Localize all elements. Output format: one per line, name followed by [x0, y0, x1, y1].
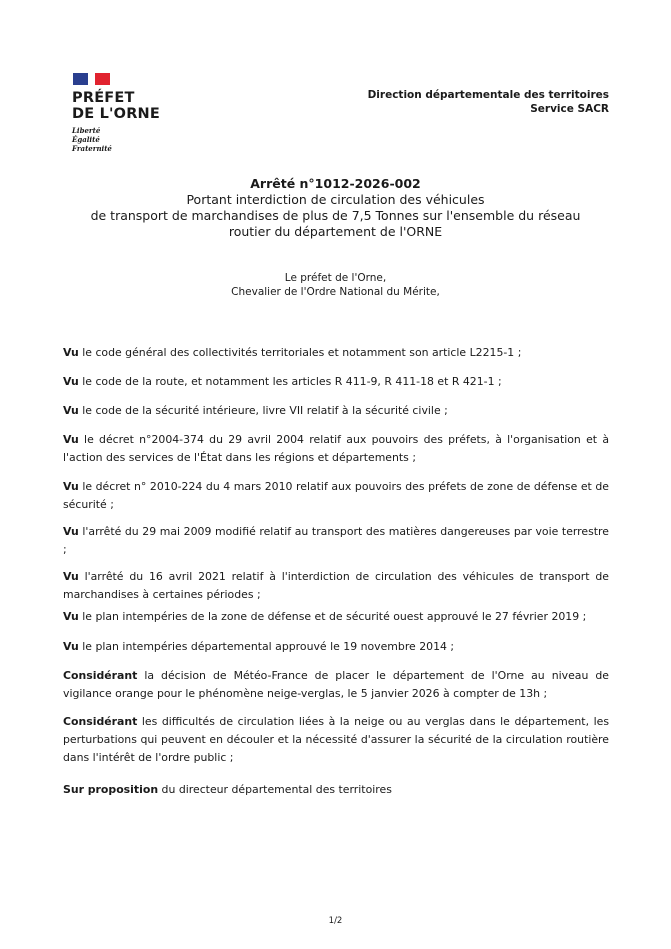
- clause: [63, 344, 609, 362]
- republic-flag-logo: [73, 73, 110, 85]
- page-number: 1/2: [328, 916, 343, 926]
- clause: [63, 667, 609, 703]
- decree-subject-line: routier du département de l'ORNE: [228, 224, 443, 239]
- clause-lead: Vu: [63, 346, 79, 359]
- clause-text: le plan intempéries départemental approuvé le 19 novembre 2014 ;: [78, 640, 455, 653]
- clause: [63, 638, 609, 656]
- clause-text: le code général des collectivités territoriales et notamment son article L2215-1 ;: [78, 346, 522, 359]
- decree-number: Arrêté n°1012-2026-002: [250, 176, 421, 191]
- clause: [63, 478, 609, 514]
- clause-text: les difficultés de circulation liées à la neige ou au verglas dans le département, les perturbations qui peuvent en découler et la nécessité d'assurer la sécurité de la circulation routière dans l'intérêt de l'ordre public ;: [63, 715, 609, 764]
- clause-lead: Considérant: [63, 715, 138, 728]
- clause-lead: Vu: [63, 404, 79, 417]
- clause: [63, 431, 609, 467]
- clause: [63, 402, 609, 420]
- clause-lead: Vu: [63, 570, 79, 583]
- clause-lead: Vu: [63, 640, 79, 653]
- clause-lead: Considérant: [63, 669, 138, 682]
- clause-lead: Vu: [63, 525, 79, 538]
- clause: [63, 608, 609, 626]
- clause-text: la décision de Météo-France de placer le département de l'Orne au niveau de vigilance orange pour le phénomène neige-verglas, le 5 janvier 2026 à compter de 13h ;: [63, 669, 609, 700]
- clause: [63, 523, 609, 559]
- decree-subject-line: Portant interdiction de circulation des véhicules: [186, 192, 485, 207]
- clause-lead: Vu: [63, 433, 79, 446]
- clause-text: le décret n°2004-374 du 29 avril 2004 relatif aux pouvoirs des préfets, à l'organisation et à l'action des services de l'État dans les régions et départements ;: [63, 433, 609, 464]
- preamble-line: Chevalier de l'Ordre National du Mérite,: [231, 286, 440, 298]
- clause-lead: Vu: [63, 480, 79, 493]
- decree-title: [60, 176, 611, 240]
- clause-lead: Vu: [63, 610, 79, 623]
- clause-text: le code de la sécurité intérieure, livre VII relatif à la sécurité civile ;: [78, 404, 448, 417]
- logo-line: PRÉFET: [72, 90, 135, 106]
- decree-subject-line: de transport de marchandises de plus de 7,5 Tonnes sur l'ensemble du réseau: [90, 208, 581, 223]
- direction-name: Direction départementale des territoires: [367, 89, 609, 101]
- clause-text: le décret n° 2010-224 du 4 mars 2010 relatif aux pouvoirs des préfets de zone de défense et de sécurité ;: [63, 480, 609, 511]
- prefecture-logo-text: [72, 90, 160, 122]
- service-name: Service SACR: [530, 103, 609, 115]
- clause-text: le plan intempéries de la zone de défense et de sécurité ouest approuvé le 27 février 2019 ;: [78, 610, 587, 623]
- clause-text: le code de la route, et notamment les articles R 411-9, R 411-18 et R 421-1 ;: [78, 375, 502, 388]
- clause: [63, 568, 609, 604]
- logo-line: DE L'ORNE: [72, 106, 160, 122]
- preamble-line: Le préfet de l'Orne,: [284, 272, 387, 284]
- clause-text: l'arrêté du 16 avril 2021 relatif à l'interdiction de circulation des véhicules de transport de marchandises à certaines périodes ;: [63, 570, 609, 601]
- preamble: [60, 271, 611, 299]
- clause-lead: Vu: [63, 375, 79, 388]
- clause-text: l'arrêté du 29 mai 2009 modifié relatif au transport des matières dangereuses par voie terrestre ;: [63, 525, 609, 556]
- motto-line: Fraternité: [72, 144, 112, 153]
- clause: [63, 781, 609, 799]
- clause-text: du directeur départemental des territoires: [158, 783, 392, 796]
- issuer-block: [368, 88, 609, 116]
- motto: [72, 126, 112, 153]
- clause: [63, 713, 609, 767]
- clause: [63, 373, 609, 391]
- motto-line: Liberté: [72, 126, 101, 135]
- clause-lead: Sur proposition: [63, 783, 159, 796]
- motto-line: Égalité: [72, 135, 100, 144]
